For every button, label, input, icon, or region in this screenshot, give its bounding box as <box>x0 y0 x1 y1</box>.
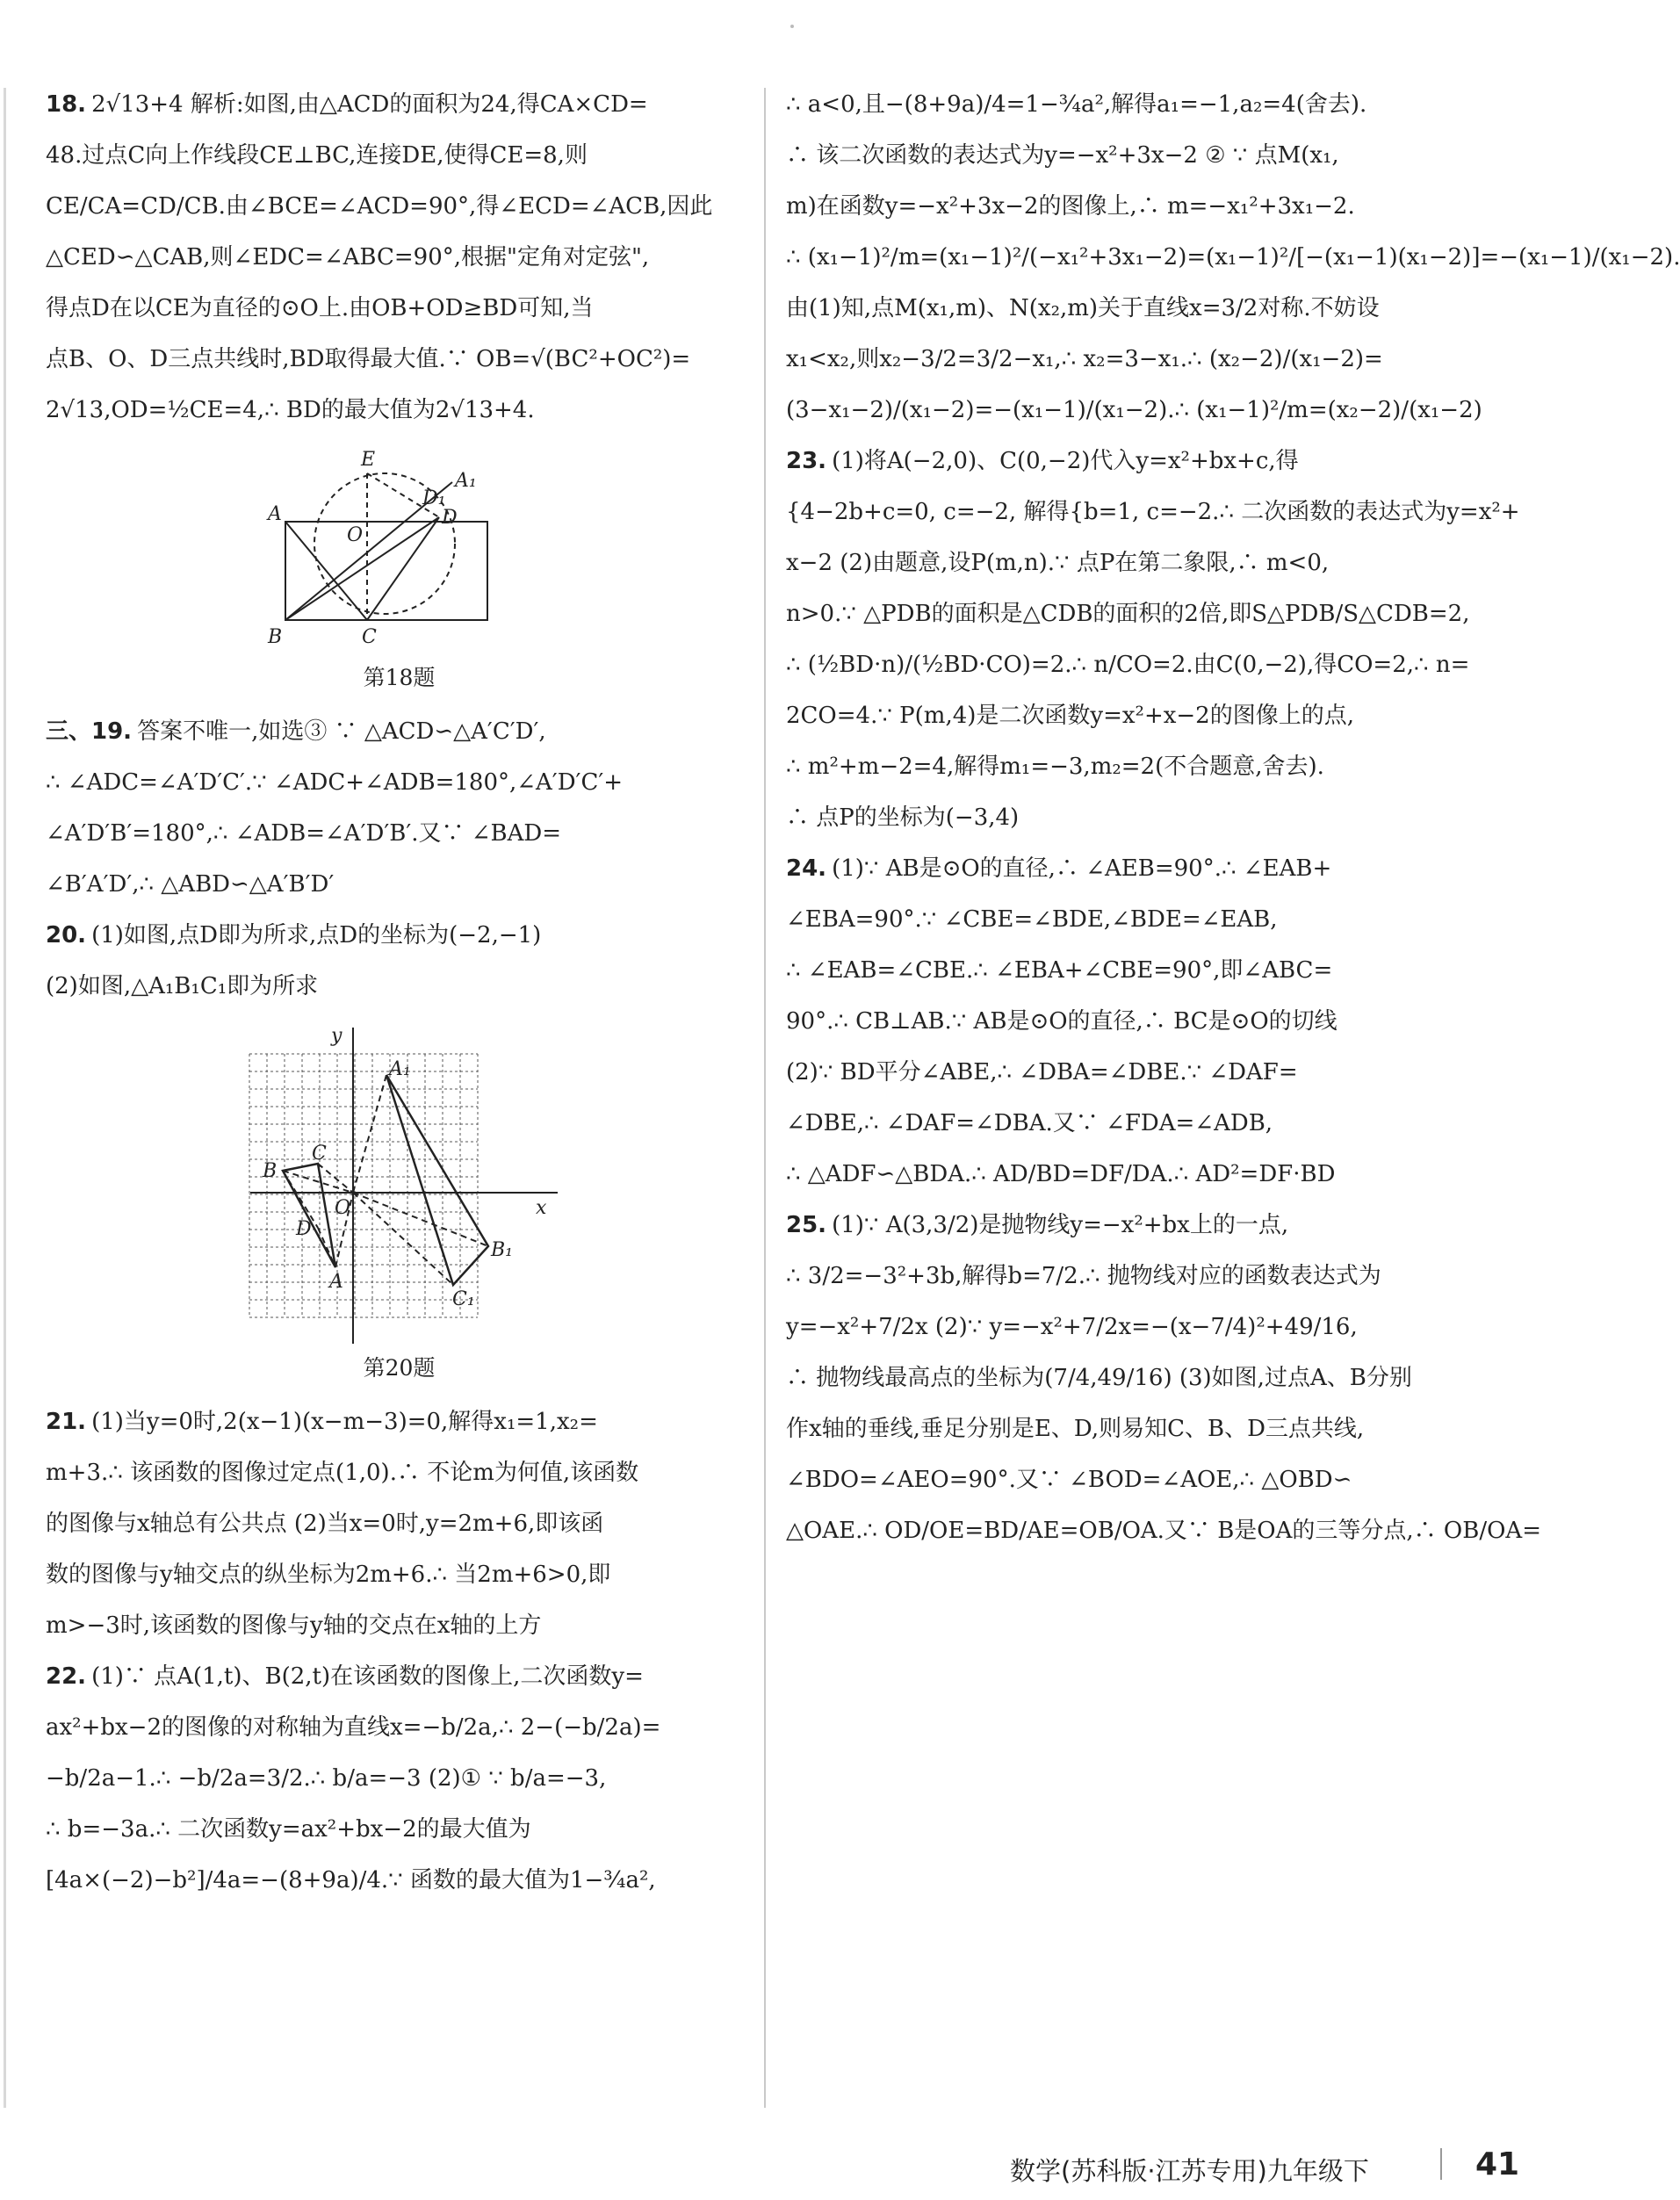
text-line <box>46 1804 753 1855</box>
text-line <box>46 859 753 910</box>
line-text: y=−x²+7/2x (2)∵ y=−x²+7/2x=−(x−7/4)²+49/16, <box>786 1314 1358 1340</box>
text-line <box>786 487 1520 537</box>
line-text: (2)如图,△A₁B₁C₁即为所求 <box>46 973 319 999</box>
fig20-triangle-abc <box>283 1164 335 1267</box>
line-text: 作x轴的垂线,垂足分别是E、D,则易知C、B、D三点共线, <box>786 1416 1365 1442</box>
text-line <box>46 232 753 283</box>
line-text: x−2 (2)由题意,设P(m,n).∵ 点P在第二象限,∴ m<0, <box>786 550 1330 576</box>
text-line <box>786 130 1480 181</box>
text-line <box>786 1200 1480 1251</box>
figure-18-caption: 第18题 <box>363 665 436 690</box>
line-text: ∴ 该二次函数的表达式为y=−x²+3x−2 ② ∵ 点M(x₁, <box>786 142 1339 169</box>
page-footer <box>1010 2143 1519 2196</box>
figure-20-caption: 第20题 <box>363 1355 436 1381</box>
text-line <box>786 436 1480 487</box>
line-text: △OAE.∴ OD/OE=BD/AE=OB/OA.又∵ B是OA的三等分点,∴ OB/OA= <box>786 1518 1541 1544</box>
line-text: ∴ ∠ADC=∠A′D′C′.∵ ∠ADC+∠ADB=180°,∠A′D′C′+ <box>46 769 624 796</box>
line-text: CE/CA=CD/CB.由∠BCE=∠ACD=90°,得∠ECD=∠ACB,因此 <box>46 193 713 220</box>
line-text: ∴ ∠EAB=∠CBE.∴ ∠EBA+∠CBE=90°,即∠ABC= <box>786 957 1333 984</box>
text-line <box>46 1549 753 1600</box>
text-line <box>786 1403 1480 1454</box>
text-line <box>46 910 753 961</box>
right-column <box>786 79 1680 1556</box>
line-text: 点B、O、D三点共线时,BD取得最大值.∵ OB=√(BC²+OC²)= <box>46 346 691 372</box>
text-line <box>786 690 1480 741</box>
text-line <box>786 639 1480 690</box>
line-text: 2CO=4.∵ P(m,4)是二次函数y=x²+x−2的图像上的点, <box>786 703 1354 729</box>
line-text: (3−x₁−2)/(x₁−2)=−(x₁−1)/(x₁−2).∴ (x₁−1)²/m=(x₂−2)/(x₁−2) <box>786 397 1482 423</box>
line-text: −b/2a−1.∴ −b/2a=3/2.∴ b/a=−3 (2)① ∵ b/a=−3, <box>46 1765 607 1792</box>
line-text: 得点D在以CE为直径的⊙O上.由OB+OD≥BD可知,当 <box>46 295 594 321</box>
text-line <box>786 894 1480 945</box>
line-text: (1)将A(−2,0)、C(0,−2)代入y=x²+bx+c,得 <box>832 448 1299 474</box>
line-text: (1)当y=0时,2(x−1)(x−m−3)=0,解得x₁=1,x₂= <box>91 1409 598 1435</box>
line-text: m+3.∴ 该函数的图像过定点(1,0).∴ 不论m为何值,该函数 <box>46 1460 639 1486</box>
line-text: △CED∽△CAB,则∠EDC=∠ABC=90°,根据"定角对定弦", <box>46 244 650 270</box>
fig20-dash-ob1 <box>353 1193 488 1246</box>
line-text: m)在函数y=−x²+3x−2的图像上,∴ m=−x₁²+3x₁−2. <box>786 193 1355 220</box>
text-line <box>786 1047 1480 1098</box>
line-text: 数的图像与y轴交点的纵坐标为2m+6.∴ 当2m+6>0,即 <box>46 1562 611 1588</box>
text-line <box>46 706 753 757</box>
question-number: 18. <box>46 91 87 118</box>
text-line <box>46 334 753 385</box>
fig20-label-o: O <box>334 1197 350 1219</box>
text-line <box>46 1702 753 1753</box>
figure-20-grid <box>233 1019 566 1352</box>
text-line <box>46 1753 753 1804</box>
line-text: 2√13+4 解析:如图,由△ACD的面积为24,得CA×CD= <box>91 91 648 118</box>
fig18-label-o: O <box>346 524 363 546</box>
text-line <box>46 1855 753 1906</box>
question-number: 21. <box>46 1409 87 1435</box>
line-text: ∴ 点P的坐标为(−3,4) <box>786 804 1020 831</box>
figure-18 <box>46 443 753 694</box>
text-line <box>786 1454 1480 1505</box>
fig18-label-c: C <box>361 626 377 648</box>
fig18-label-d1: D₁ <box>422 487 445 509</box>
text-line <box>786 334 1480 385</box>
scan-dot <box>790 25 794 28</box>
text-line <box>786 792 1480 843</box>
line-text: ∴ a<0,且−(8+9a)/4=1−¾a²,解得a₁=−1,a₂=4(舍去). <box>786 91 1367 118</box>
text-line <box>786 385 1480 436</box>
line-text: ∠A′D′B′=180°,∴ ∠ADB=∠A′D′B′.又∵ ∠BAD= <box>46 820 562 847</box>
text-line <box>786 741 1480 792</box>
line-text: ∴ b=−3a.∴ 二次函数y=ax²+bx−2的最大值为 <box>46 1816 531 1843</box>
fig18-line-cd <box>367 517 439 620</box>
page-edge <box>4 88 6 2108</box>
text-line <box>786 79 1480 130</box>
line-text: 答案不唯一,如选③ ∵ △ACD∽△A′C′D′, <box>137 718 546 745</box>
page-number: 41 <box>1475 2146 1520 2182</box>
line-text: 2√13,OD=½CE=4,∴ BD的最大值为2√13+4. <box>46 397 535 423</box>
fig20-label-c: C <box>311 1143 327 1165</box>
line-text: (1)∵ AB是⊙O的直径,∴ ∠AEB=90°.∴ ∠EAB+ <box>832 855 1332 882</box>
line-text: 由(1)知,点M(x₁,m)、N(x₂,m)关于直线x=3/2对称.不妨设 <box>786 295 1380 321</box>
footer-separator <box>1440 2148 1442 2180</box>
fig18-label-d: D <box>441 507 458 529</box>
text-line <box>46 283 753 334</box>
fig20-label-x: x <box>535 1197 546 1219</box>
text-line <box>786 537 1480 588</box>
fig20-label-b1: B₁ <box>490 1239 513 1261</box>
line-text: ∴ 抛物线最高点的坐标为(7/4,49/16) (3)如图,过点A、B分别 <box>786 1365 1412 1391</box>
line-text: 的图像与x轴总有公共点 (2)当x=0时,y=2m+6,即该函 <box>46 1511 604 1537</box>
text-line <box>786 588 1480 639</box>
line-text: (1)如图,点D即为所求,点D的坐标为(−2,−1) <box>91 922 542 949</box>
text-line <box>786 1505 1541 1556</box>
text-line <box>46 1396 753 1447</box>
question-number: 23. <box>786 448 827 474</box>
text-line <box>786 996 1480 1047</box>
text-line <box>786 1149 1480 1200</box>
fig20-label-y: y <box>330 1025 342 1047</box>
line-text: ∴ △ADF∽△BDA.∴ AD/BD=DF/DA.∴ AD²=DF·BD <box>786 1161 1336 1187</box>
column-divider <box>764 88 766 2108</box>
text-line <box>46 130 753 181</box>
text-line <box>786 1098 1480 1149</box>
text-line <box>786 1352 1480 1403</box>
fig18-label-e: E <box>360 449 375 471</box>
fig18-label-b: B <box>267 626 282 648</box>
line-text: ax²+bx−2的图像的对称轴为直线x=−b/2a,∴ 2−(−b/2a)= <box>46 1714 661 1741</box>
figure-20 <box>46 1019 753 1384</box>
fig18-label-a: A <box>267 503 282 525</box>
text-line <box>46 757 753 808</box>
text-line <box>786 1302 1480 1352</box>
line-text: 90°.∴ CB⊥AB.∵ AB是⊙O的直径,∴ BC是⊙O的切线 <box>786 1008 1338 1035</box>
footer-book-title: 数学(苏科版·江苏专用)九年级下 <box>1010 2156 1369 2186</box>
line-text: n>0.∵ △PDB的面积是△CDB的面积的2倍,即S△PDB/S△CDB=2, <box>786 601 1470 627</box>
text-line <box>46 1651 753 1702</box>
fig18-label-a1: A₁ <box>454 470 477 492</box>
fig20-label-c1: C₁ <box>451 1288 475 1310</box>
text-line <box>786 181 1480 232</box>
text-line <box>786 843 1480 894</box>
question-number: 三、19. <box>46 718 133 745</box>
fig20-label-d: D <box>295 1218 312 1240</box>
text-line <box>46 181 753 232</box>
fig20-dash-oa1 <box>353 1075 386 1193</box>
text-line <box>46 1498 753 1549</box>
left-column <box>46 79 753 1906</box>
line-text: 48.过点C向上作线段CE⊥BC,连接DE,使得CE=8,则 <box>46 142 588 169</box>
text-line <box>46 385 753 436</box>
text-line <box>46 961 753 1012</box>
fig20-label-a: A <box>328 1271 343 1293</box>
line-text: x₁<x₂,则x₂−3/2=3/2−x₁,∴ x₂=3−x₁.∴ (x₂−2)/(x₁−2)= <box>786 346 1383 372</box>
figure-18-diagram <box>242 443 558 662</box>
question-number: 20. <box>46 922 87 949</box>
line-text: ∠EBA=90°.∵ ∠CBE=∠BDE,∠BDE=∠EAB, <box>786 906 1278 933</box>
line-text: (1)∵ A(3,3/2)是抛物线y=−x²+bx上的一点, <box>832 1212 1289 1238</box>
line-text: ∴ 3/2=−3²+3b,解得b=7/2.∴ 抛物线对应的函数表达式为 <box>786 1263 1381 1289</box>
text-line <box>46 1447 753 1498</box>
text-line <box>786 283 1480 334</box>
question-number: 25. <box>786 1212 827 1238</box>
line-text: ∴ m²+m−2=4,解得m₁=−3,m₂=2(不合题意,舍去). <box>786 754 1324 780</box>
fig20-label-b: B <box>262 1160 277 1182</box>
text-line <box>786 232 1680 283</box>
line-text: {4−2b+c=0, c=−2, 解得{b=1, c=−2.∴ 二次函数的表达式为y=x²+ <box>786 499 1520 525</box>
line-text: ∴ (½BD·n)/(½BD·CO)=2.∴ n/CO=2.由C(0,−2),得CO=2,∴ n= <box>786 652 1470 678</box>
text-line <box>46 1600 753 1651</box>
text-line <box>46 808 753 859</box>
line-text: m>−3时,该函数的图像与y轴的交点在x轴的上方 <box>46 1612 542 1639</box>
text-line <box>786 945 1480 996</box>
question-number: 22. <box>46 1663 87 1690</box>
text-line <box>46 79 753 130</box>
line-text: (1)∵ 点A(1,t)、B(2,t)在该函数的图像上,二次函数y= <box>91 1663 644 1690</box>
question-number: 24. <box>786 855 827 882</box>
line-text: ∴ (x₁−1)²/m=(x₁−1)²/(−x₁²+3x₁−2)=(x₁−1)²/[−(x₁−1)(x₁−2)]=−(x₁−1)/(x₁−2). <box>786 244 1680 270</box>
line-text: ∠DBE,∴ ∠DAF=∠DBA.又∵ ∠FDA=∠ADB, <box>786 1110 1273 1136</box>
fig20-label-a1: A₁ <box>388 1058 411 1080</box>
line-text: ∠B′A′D′,∴ △ABD∽△A′B′D′ <box>46 871 335 898</box>
text-line <box>786 1251 1480 1302</box>
line-text: [4a×(−2)−b²]/4a=−(8+9a)/4.∵ 函数的最大值为1−¾a², <box>46 1867 656 1893</box>
line-text: (2)∵ BD平分∠ABE,∴ ∠DBA=∠DBE.∵ ∠DAF= <box>786 1059 1298 1086</box>
line-text: ∠BDO=∠AEO=90°.又∵ ∠BOD=∠AOE,∴ △OBD∽ <box>786 1467 1352 1493</box>
